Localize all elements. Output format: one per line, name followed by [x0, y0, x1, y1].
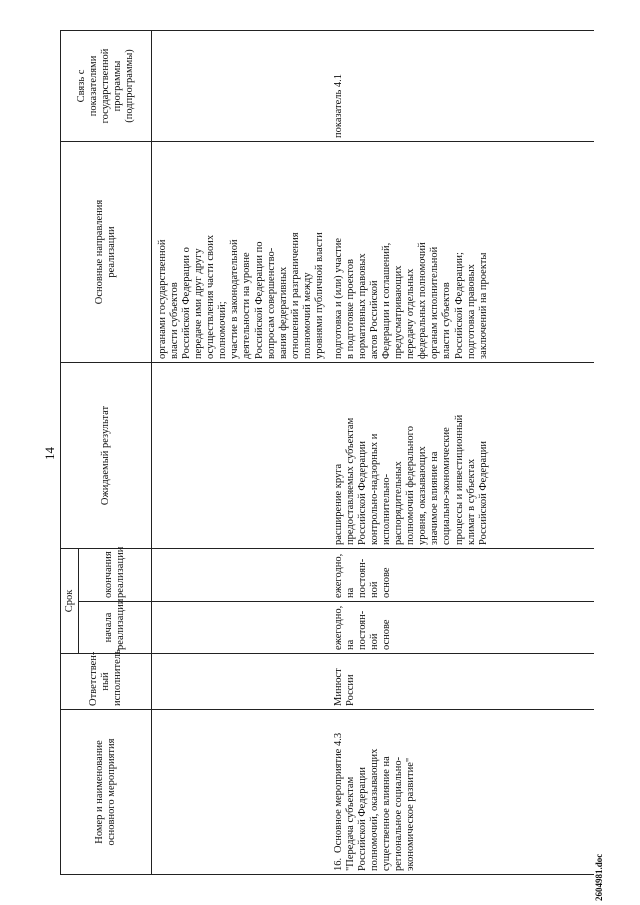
header-term: Срок: [61, 548, 79, 653]
program-measures-table: [60, 30, 594, 875]
table-row-continuation: [152, 30, 327, 874]
header-measure-name: Номер и наименование основного мероприятия: [61, 710, 152, 875]
table-row: [327, 30, 594, 874]
page-number: 14: [42, 447, 57, 460]
cell-executor: Минюст России: [327, 654, 594, 710]
cell-measure: [327, 710, 594, 875]
cell-start: ежегодно, на постоян- ной основе: [327, 602, 594, 654]
cell-directions-continued: органами государственной власти субъектов Российской Федерации о передаче ими друг другу осуществления части своих полномочий; участие в законодательной деятельности на уровне Российской Федерации по вопросам совершенство- вания федеративных отношений и разграничения полномочий между уровнями публичной власти: [152, 141, 327, 362]
cell-indicator: показатель 4.1: [327, 30, 594, 141]
cell-directions: подготовка и (или) участие в подготовке проектов нормативных правовых актов Российской Федерации и соглашений, предусматривающих передачу отдельных федеральных полномочий органам исполнительной власти субъектов Российской Федерации; подготовка правовых заключений на проекты: [327, 141, 594, 362]
header-indicators-link: Связь с показателями государственной программы (подпрограммы): [61, 30, 152, 141]
header-expected-result: Ожидаемый результат: [61, 362, 152, 548]
header-term-end: окончания реализации: [79, 548, 152, 601]
measure-name: Основное мероприятие 4.3 "Передача субъектам Российской Федерации полномочий, оказывающих существенное влияние на региональное социально- экономическое развитие": [332, 732, 417, 871]
row-number: 16.: [332, 857, 344, 871]
document-code: 2604981.doc: [594, 853, 604, 901]
header-term-start: начала реализации: [79, 602, 152, 654]
header-directions: Основные направления реализации: [61, 141, 152, 362]
cell-end: ежегодно, на постоян- ной основе: [327, 548, 594, 601]
header-executor: Ответствен- ный исполнитель: [61, 654, 152, 710]
cell-result: расширение круга предоставляемых субъектам Российской Федерации контрольно-надзорных и исполнительно- распорядительных полномочий федерального уровня, оказывающих значимое влияние на социально-экономические процессы и инвестиционный климат в субъектах Российской Федерации: [327, 362, 594, 548]
